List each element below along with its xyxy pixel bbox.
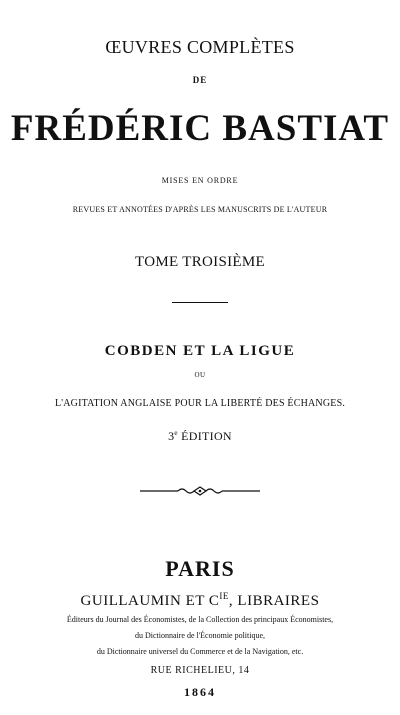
publisher-address: RUE RICHELIEU, 14	[150, 665, 250, 676]
publisher-tail: , LIBRAIRES	[228, 593, 320, 609]
or-label: OU	[194, 371, 206, 379]
arranged-note: MISES EN ORDRE	[161, 176, 239, 185]
ornament-divider	[140, 484, 260, 498]
imprint-city: PARIS	[165, 556, 235, 581]
publisher-name	[0, 592, 400, 609]
de-label: DE	[192, 75, 208, 85]
edition-label	[0, 430, 400, 442]
publisher-main: GUILLAUMIN ET C	[80, 593, 220, 609]
publisher-credentials-3: du Dictionnaire universel du Commerce et de la Navigation, etc.	[96, 647, 304, 656]
edition-superscript: e	[174, 429, 178, 437]
author-name: FRÉDÉRIC BASTIAT	[10, 108, 390, 149]
work-title: COBDEN ET LA LIGUE	[104, 343, 296, 359]
publisher-superscript: IE	[219, 591, 229, 601]
revised-note: REVUES ET ANNOTÉES D'APRÈS LES MANUSCRITS DE L'AUTEUR	[72, 205, 328, 214]
publisher-credentials-2: du Dictionnaire de l'Économie politique,	[134, 631, 266, 640]
collection-title: ŒUVRES COMPLÈTES	[105, 37, 295, 57]
edition-number: 3	[168, 429, 175, 443]
section-divider	[172, 302, 228, 303]
publication-year: 1864	[184, 685, 216, 699]
edition-word: ÉDITION	[181, 429, 232, 443]
volume-label: TOME TROISIÈME	[135, 254, 265, 270]
work-subtitle: L'AGITATION ANGLAISE POUR LA LIBERTÉ DES ÉCHANGES.	[54, 398, 346, 409]
publisher-credentials-1: Éditeurs du Journal des Économistes, de la Collection des principaux Économistes,	[66, 615, 334, 624]
